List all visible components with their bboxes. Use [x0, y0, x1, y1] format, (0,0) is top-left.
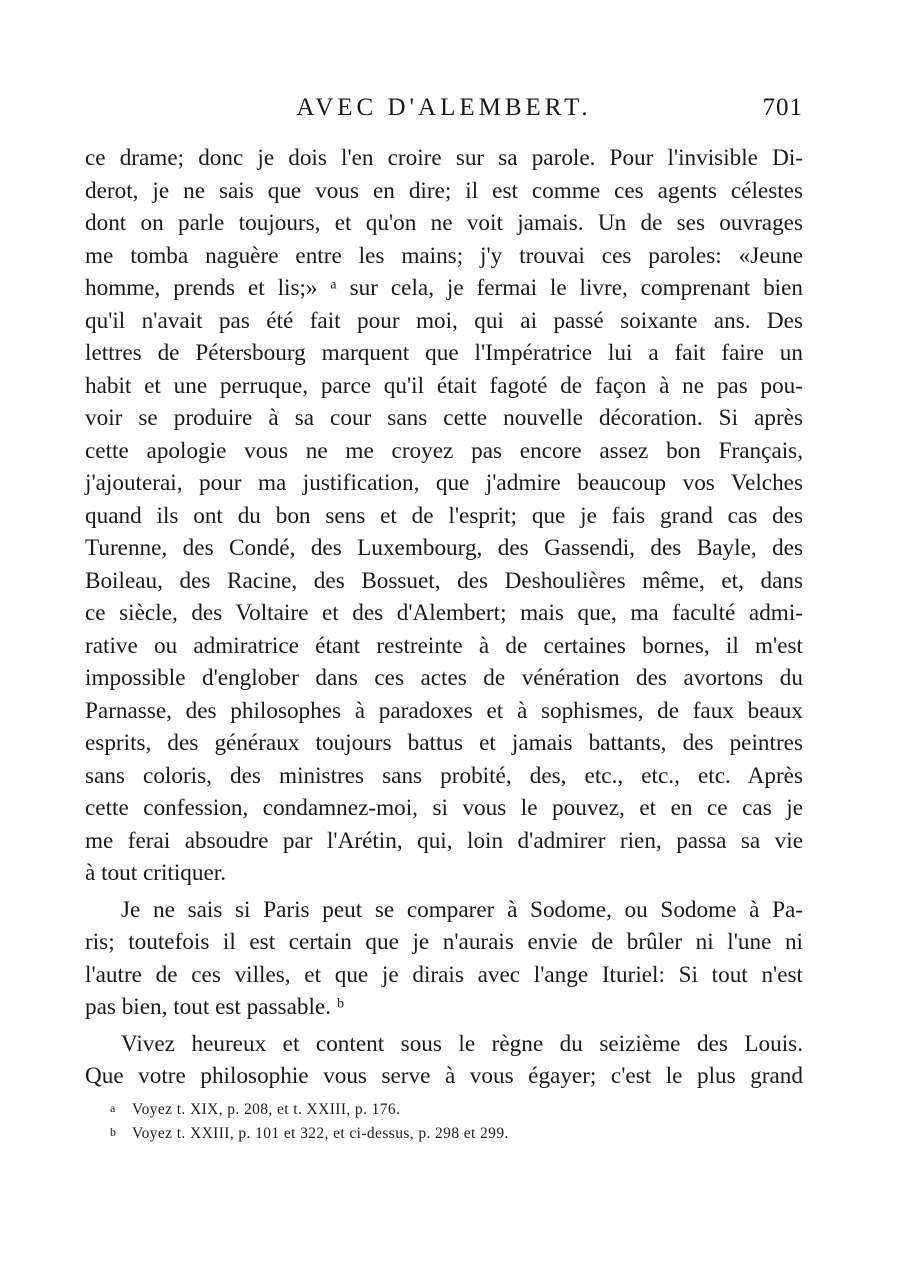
footnote — [110, 1120, 710, 1144]
text-line: cette confession, condamnez-moi, si vous le pouvez, et en ce cas je — [85, 795, 803, 821]
text-line: Vivez heureux et content sous le règne du seizième des Louis. — [121, 1030, 803, 1057]
text-line: rative ou admiratrice étant restreinte à de certaines bornes, il m'est — [85, 632, 803, 659]
text-line: ce siècle, des Voltaire et des d'Alembert; mais que, ma faculté admi- — [85, 600, 803, 626]
text-line: cette apologie vous ne me croyez pas encore assez bon Français, — [85, 437, 803, 464]
text-line: derot, je ne sais que vous en dire; il est comme ces agents célestes — [85, 177, 803, 204]
text-line: lettres de Pétersbourg marquent que l'Impératrice lui a fait faire un — [85, 340, 803, 366]
body-text — [85, 142, 803, 1093]
text-line: pas bien, tout est passable. ᵇ — [85, 994, 344, 1020]
paragraph — [85, 894, 803, 1024]
text-line: ce drame; donc je dois l'en croire sur sa parole. Pour l'invisible Di- — [85, 145, 803, 171]
text-line: ris; toutefois il est certain que je n'aurais envie de brûler ni l'une ni — [85, 929, 803, 955]
text-line: Boileau, des Racine, des Bossuet, des Deshoulières même, et, dans — [85, 567, 803, 594]
text-line: à tout critiquer. — [85, 860, 227, 886]
text-line: l'autre de ces villes, et que je dirais avec l'ange Ituriel: Si tout n'est — [85, 961, 803, 988]
paragraph — [85, 142, 803, 890]
footnote-mark: a — [110, 1101, 116, 1115]
text-line: me tomba naguère entre les mains; j'y trouvai ces paroles: «Jeune — [85, 242, 803, 269]
text-line: Parnasse, des philosophes à paradoxes et à sophismes, de faux beaux — [85, 697, 803, 724]
page-header — [85, 90, 803, 130]
text-line: Je ne sais si Paris peut se comparer à Sodome, ou Sodome à Pa- — [121, 896, 803, 923]
footnote-mark: b — [110, 1125, 117, 1139]
text-line: dont on parle toujours, et qu'on ne voit jamais. Un de ses ouvrages — [85, 210, 803, 236]
text-line: voir se produire à sa cour sans cette nouvelle décoration. Si après — [85, 405, 803, 431]
text-line: quand ils ont du bon sens et de l'esprit; que je fais grand cas des — [85, 502, 803, 529]
footnote-text: Voyez t. XIX, p. 208, et t. XXIII, p. 176. — [132, 1101, 401, 1118]
text-line: homme, prends et lis;» ᵃ sur cela, je fermai le livre, comprenant bien — [85, 275, 803, 301]
text-line: Que votre philosophie vous serve à vous égayer; c'est le plus grand — [85, 1063, 803, 1089]
text-line: j'ajouterai, pour ma justification, que j'admire beaucoup vos Velches — [85, 470, 803, 496]
page-number: 701 — [762, 94, 803, 121]
text-line: me ferai absoudre par l'Arétin, qui, loin d'admirer rien, passa sa vie — [85, 827, 803, 854]
text-line: impossible d'englober dans ces actes de vénération des avortons du — [85, 665, 803, 691]
running-head: AVEC D'ALEMBERT. — [296, 94, 592, 121]
text-line: Turenne, des Condé, des Luxembourg, des Gassendi, des Bayle, des — [85, 535, 803, 561]
paragraph — [85, 1028, 803, 1093]
footnote — [110, 1096, 710, 1120]
text-line: sans coloris, des ministres sans probité, des, etc., etc., etc. Après — [85, 762, 803, 789]
text-line: esprits, des généraux toujours battus et jamais battants, des peintres — [85, 730, 803, 756]
text-line: qu'il n'avait pas été fait pour moi, qui ai passé soixante ans. Des — [85, 307, 803, 334]
footnote-text: Voyez t. XXIII, p. 101 et 322, et ci-dessus, p. 298 et 299. — [132, 1125, 509, 1142]
text-line: habit et une perruque, parce qu'il était fagoté de façon à ne pas pou- — [85, 372, 803, 399]
footnotes — [110, 1096, 710, 1144]
